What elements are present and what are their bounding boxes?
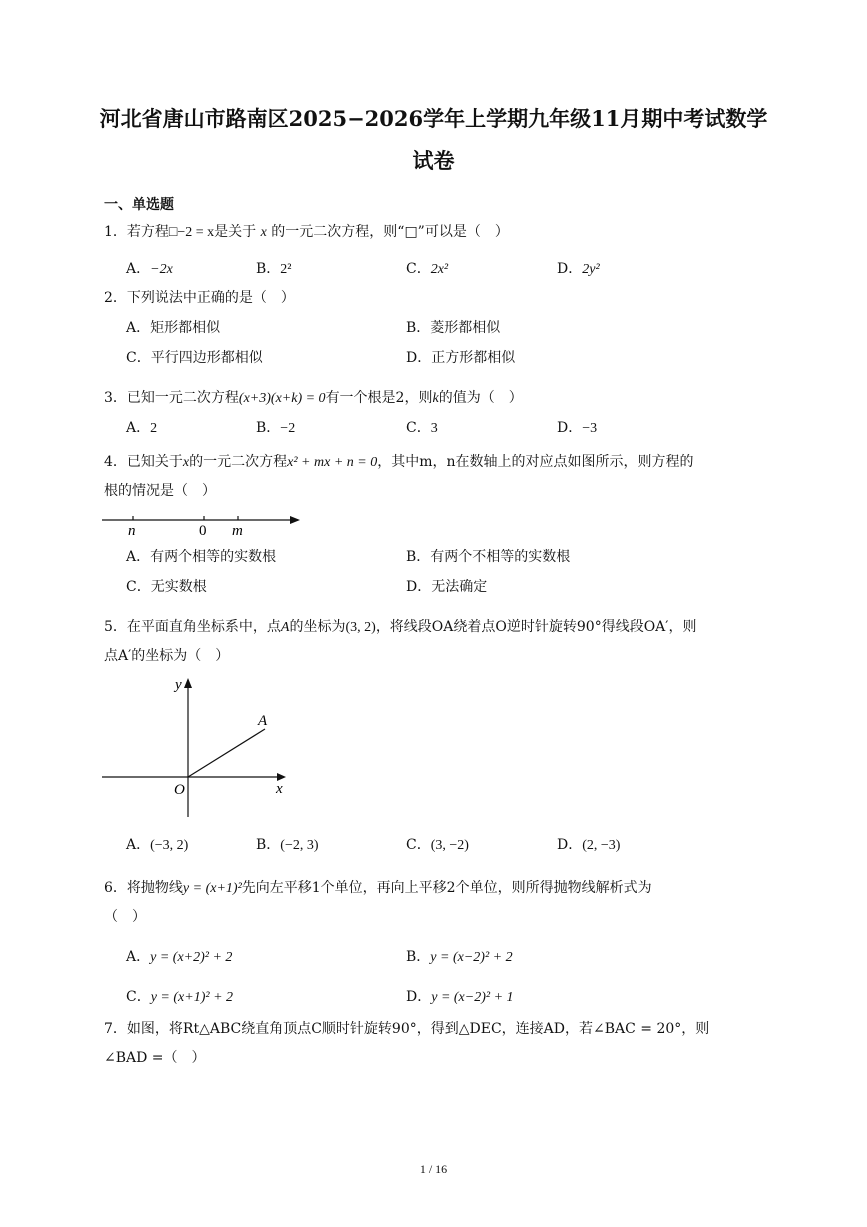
q4-option-c: C．无实数根 xyxy=(126,579,207,595)
q6-option-d: D．y = (x−2)² + 1 xyxy=(406,989,514,1005)
q6-option-a: A．y = (x+2)² + 2 xyxy=(126,949,233,965)
question-4-line-2: 根的情况是（ ） xyxy=(104,483,216,499)
label-m: m xyxy=(232,523,243,539)
q1-suffix: 的一元二次方程，则“□”可以是（ ） xyxy=(271,224,509,240)
q6-equation: y = (x+1)² xyxy=(182,881,242,896)
document-title-line-1: 河北省唐山市路南区2025−2026学年上学期九年级11月期中考试数学 xyxy=(99,106,768,131)
label-y: y xyxy=(175,677,182,693)
q5-option-a: A．(−3, 2) xyxy=(126,837,189,853)
q5-option-d: D．(2, −3) xyxy=(557,837,621,853)
q1-equation: □−2 = x xyxy=(168,225,215,240)
q1-option-b: B．2² xyxy=(256,261,292,277)
q1-option-a-text: −2x xyxy=(150,262,173,277)
q6-option-b: B．y = (x−2)² + 2 xyxy=(406,949,513,965)
coordinate-figure xyxy=(100,672,295,822)
q3-option-d: D．−3 xyxy=(557,420,598,436)
q5-option-c: C．(3, −2) xyxy=(406,837,469,853)
q1-option-b-text: 2² xyxy=(280,262,292,277)
q2-option-b: B．菱形都相似 xyxy=(406,320,501,336)
q5-coordinate: (3, 2) xyxy=(345,620,376,635)
question-5-line-2: 点A′的坐标为（ ） xyxy=(104,648,230,664)
document-title-line-2: 试卷 xyxy=(412,148,455,173)
q1-option-d-text: 2y² xyxy=(582,262,600,277)
q4-equation: x² + mx + n = 0 xyxy=(287,455,378,470)
q1-option-d: D．2y² xyxy=(557,261,600,277)
q5-option-b: B．(−2, 3) xyxy=(256,837,319,853)
y-axis-arrow xyxy=(184,678,192,688)
q1-option-a: A．−2x xyxy=(126,261,173,277)
q4-option-d: D．无法确定 xyxy=(406,579,488,595)
q1-variable: x xyxy=(260,225,267,240)
label-a: A xyxy=(258,713,268,729)
q1-option-c: C．2x² xyxy=(406,261,449,277)
label-n: n xyxy=(128,523,136,539)
question-3: 3．已知一元二次方程(x+3)(x+k) = 0有一个根是2，则k的值为（ ） xyxy=(104,390,523,406)
q4-option-a: A．有两个相等的实数根 xyxy=(126,549,277,565)
label-0: 0 xyxy=(199,523,207,539)
q3-equation: (x+3)(x+k) = 0 xyxy=(238,391,326,406)
q3-option-a: A．2 xyxy=(126,420,158,436)
q2-option-c: C．平行四边形都相似 xyxy=(126,350,263,366)
label-x: x xyxy=(276,781,283,797)
q1-mid: 是关于 xyxy=(214,224,257,240)
label-o: O xyxy=(174,782,185,798)
segment-oa xyxy=(188,729,265,777)
question-4: 4．已知关于x的一元二次方程x² + mx + n = 0，其中m，n在数轴上的对应点如图所示，则方程的 xyxy=(104,454,694,470)
section-heading: 一、单选题 xyxy=(104,197,174,213)
q1-prefix: 1．若方程 xyxy=(104,224,169,240)
number-line-figure xyxy=(100,508,310,540)
question-2: 2．下列说法中正确的是（ ） xyxy=(104,290,295,306)
q2-option-d: D．正方形都相似 xyxy=(406,350,516,366)
q1-option-c-text: 2x² xyxy=(430,262,449,277)
question-5: 5．在平面直角坐标系中，点A的坐标为(3, 2)，将线段OA绕着点O逆时针旋转90°得线段OA′，则 xyxy=(104,619,697,635)
q4-option-b: B．有两个不相等的实数根 xyxy=(406,549,571,565)
number-line-arrow xyxy=(290,516,300,524)
question-7-line-2: ∠BAD =（ ） xyxy=(104,1050,206,1066)
q3-option-b: B．−2 xyxy=(256,420,296,436)
q3-option-c: C．3 xyxy=(406,420,438,436)
question-6-line-2: （ ） xyxy=(104,909,146,925)
q2-option-a: A．矩形都相似 xyxy=(126,320,221,336)
question-7: 7．如图，将Rt△ABC绕直角顶点C顺时针旋转90°，得到△DEC，连接AD，若∠BAC = 20°，则 xyxy=(104,1021,710,1037)
question-1 xyxy=(104,225,509,240)
question-6: 6．将抛物线y = (x+1)²先向左平移1个单位，再向上平移2个单位，则所得抛物线解析式为 xyxy=(104,880,652,896)
q6-option-c: C．y = (x+1)² + 2 xyxy=(126,989,234,1005)
page-number: 1 / 16 xyxy=(419,1162,448,1176)
x-axis-arrow xyxy=(277,773,286,781)
